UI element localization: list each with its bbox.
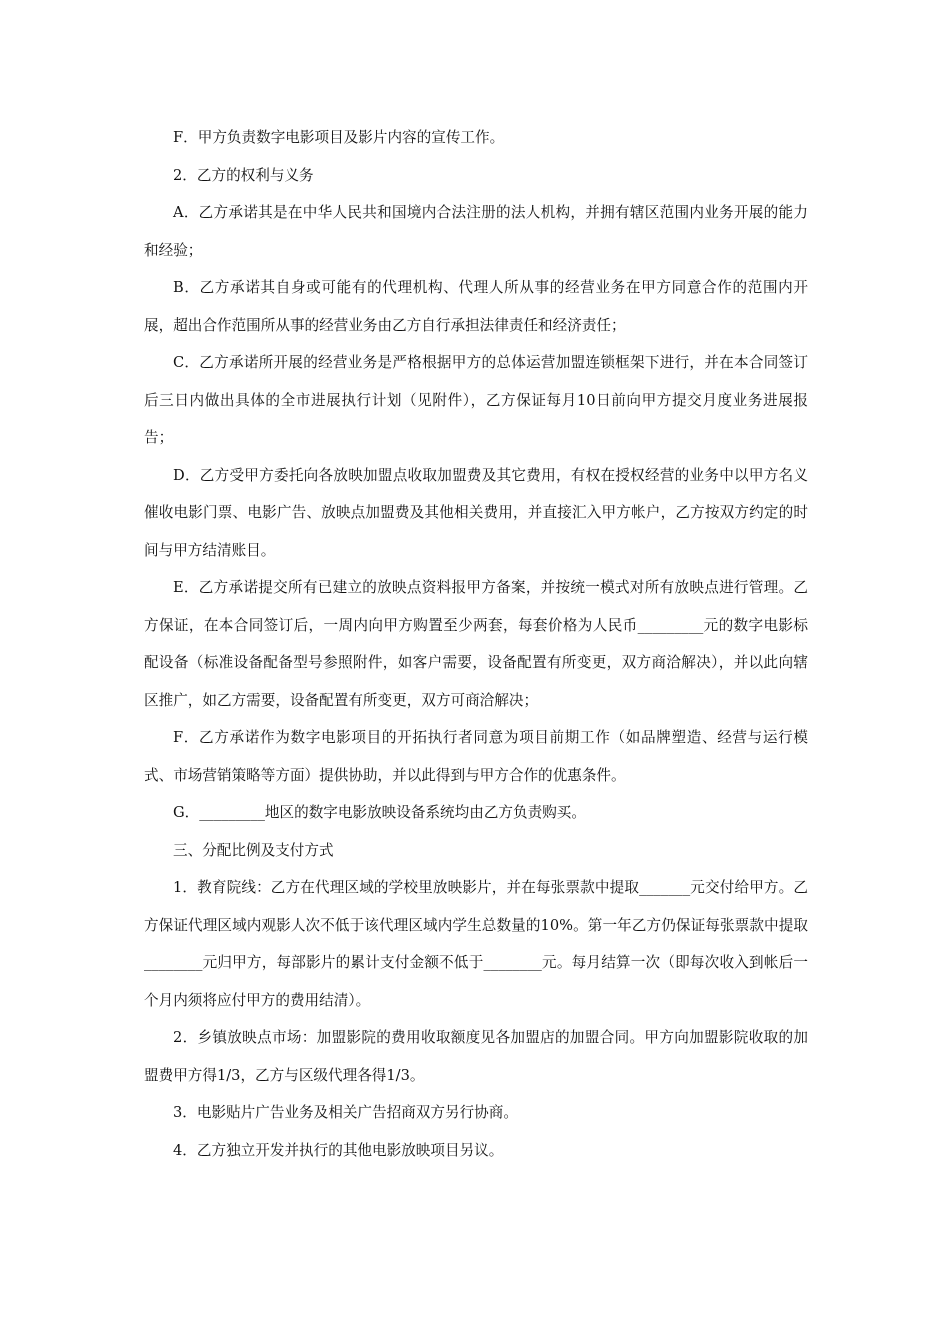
clause-distribution-2: 2．乡镇放映点市场：加盟影院的费用收取额度见各加盟店的加盟合同。甲方向加盟影院收取的加盟费甲方得1/3，乙方与区级代理各得1/3。	[144, 1029, 808, 1084]
clause-party-b-f: F．乙方承诺作为数字电影项目的开拓执行者同意为项目前期工作（如品牌塑造、经营与运行模式、市场营销策略等方面）提供协助，并以此得到与甲方合作的优惠条件。	[144, 729, 808, 784]
clause-party-b-a: A．乙方承诺其是在中华人民共和国境内合法注册的法人机构，并拥有辖区范围内业务开展的能力和经验；	[144, 204, 808, 259]
clause-party-b-g: G．_________地区的数字电影放映设备系统均由乙方负责购买。	[173, 804, 586, 821]
clause-party-b-c: C．乙方承诺所开展的经营业务是严格根据甲方的总体运营加盟连锁框架下进行，并在本合同签订后三日内做出具体的全市进展执行计划（见附件），乙方保证每月10日前向甲方提交月度业务进展报告；	[144, 354, 808, 446]
clause-distribution-1: 1．教育院线：乙方在代理区域的学校里放映影片，并在每张票款中提取_______元交付给甲方。乙方保证代理区域内观影人次不低于该代理区域内学生总数量的10%。第一年乙方仍保证每张票款中提取________元归甲方，每部影片的累计支付金额不低于________元。每月结算一次（即每次收入到帐后一个月内须将应付甲方的费用结清）。	[144, 879, 808, 1009]
clause-distribution-3: 3．电影贴片广告业务及相关广告招商双方另行协商。	[173, 1104, 518, 1121]
clause-party-a-f: F．甲方负责数字电影项目及影片内容的宣传工作。	[173, 129, 505, 146]
contract-text	[144, 119, 808, 1169]
clause-party-b-d: D．乙方受甲方委托向各放映加盟点收取加盟费及其它费用，有权在授权经营的业务中以甲方名义催收电影门票、电影广告、放映点加盟费及其他相关费用，并直接汇入甲方帐户，乙方按双方约定的时间与甲方结清账目。	[144, 466, 808, 559]
section-heading-distribution: 三、分配比例及支付方式	[173, 841, 334, 859]
clause-party-b-e: E．乙方承诺提交所有已建立的放映点资料报甲方备案，并按统一模式对所有放映点进行管理。乙方保证，在本合同签订后，一周内向甲方购置至少两套，每套价格为人民币_________元的数字电影标配设备（标准设备配备型号参照附件，如客户需要，设备配置有所变更，双方商洽解决），并以此向辖区推广，如乙方需要，设备配置有所变更，双方可商洽解决；	[144, 579, 808, 709]
clause-distribution-4: 4．乙方独立开发并执行的其他电影放映项目另议。	[173, 1141, 504, 1159]
clause-party-b-b: B．乙方承诺其自身或可能有的代理机构、代理人所从事的经营业务在甲方同意合作的范围内开展，超出合作范围所从事的经营业务由乙方自行承担法律责任和经济责任；	[144, 279, 808, 334]
section-heading-party-b-rights: 2．乙方的权利与义务	[173, 166, 314, 184]
